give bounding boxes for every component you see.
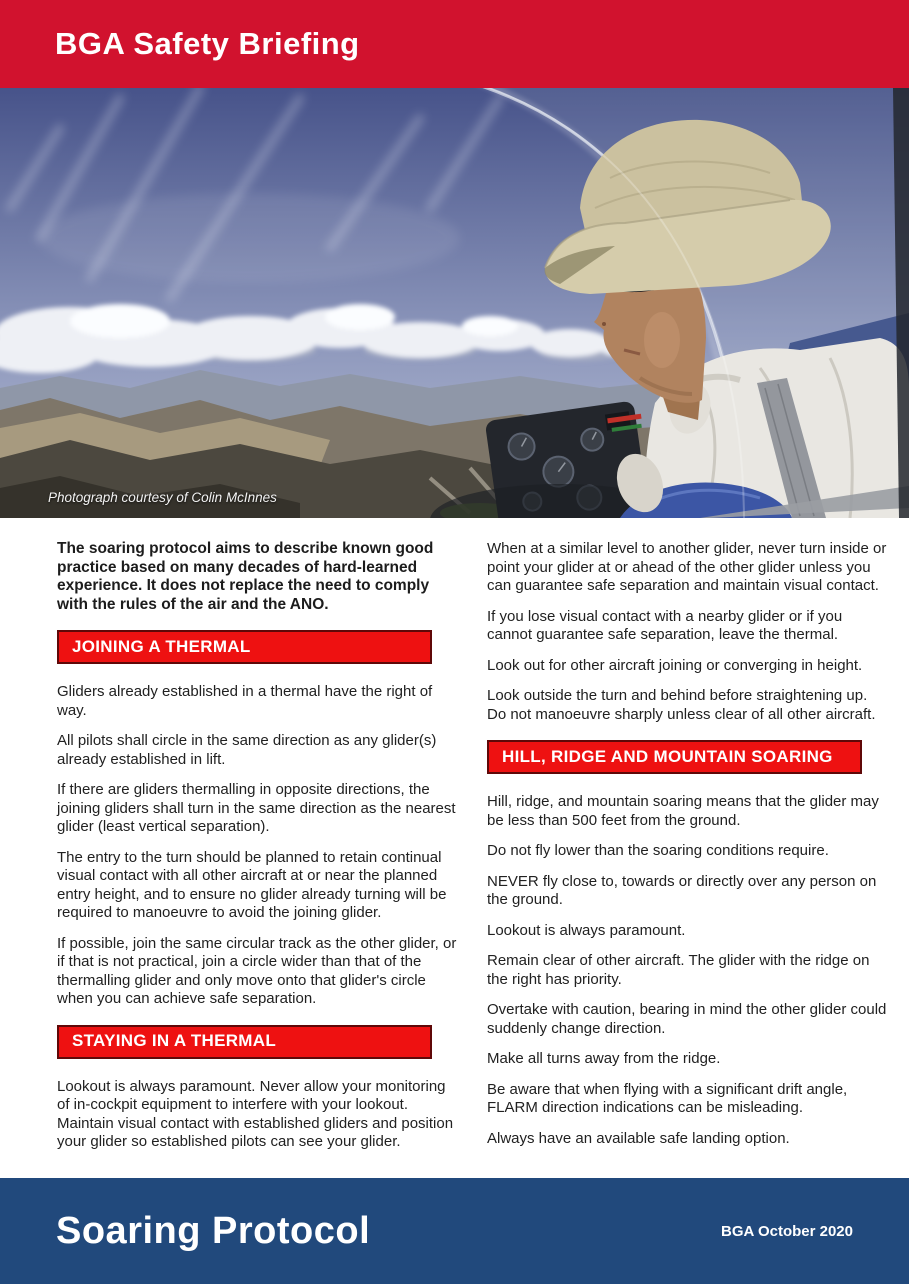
photo-caption: Photograph courtesy of Colin McInnes bbox=[48, 490, 277, 505]
footer-banner bbox=[0, 1178, 909, 1284]
left-column bbox=[57, 518, 457, 1164]
paragraph: Make all turns away from the ridge. bbox=[487, 1050, 721, 1067]
paragraph: Overtake with caution, bearing in mind the other glider could suddenly change direction. bbox=[487, 1001, 887, 1037]
section-heading-label: STAYING IN A THERMAL bbox=[72, 1031, 277, 1051]
cockpit-photo-illustration bbox=[0, 88, 909, 518]
paragraph: Always have an available safe landing option. bbox=[487, 1129, 790, 1147]
paragraph: Look outside the turn and behind before straightening up. Do not manoeuvre sharply unless clear of all other aircraft. bbox=[487, 687, 876, 723]
paragraph: Do not fly lower than the soaring conditions require. bbox=[487, 842, 829, 859]
section-heading-label: JOINING A THERMAL bbox=[72, 636, 251, 656]
content-area bbox=[0, 518, 909, 1178]
paragraph: Gliders already established in a thermal have the right of way. bbox=[57, 683, 433, 719]
right-column bbox=[487, 518, 889, 1160]
cockpit-photo bbox=[0, 88, 909, 518]
paragraph: Lookout is always paramount. bbox=[487, 921, 686, 939]
footer-date: BGA October 2020 bbox=[721, 1222, 853, 1240]
paragraph: Be aware that when flying with a significant drift angle, FLARM direction indications can be misleading. bbox=[487, 1080, 848, 1116]
paragraph: Look out for other aircraft joining or converging in height. bbox=[487, 656, 863, 674]
paragraph: Hill, ridge, and mountain soaring means that the glider may be less than 500 feet from the ground. bbox=[487, 793, 879, 829]
page-title: BGA Safety Briefing bbox=[55, 26, 360, 61]
paragraph: If possible, join the same circular track as the other glider, or if that is not practical, join a circle wider than that of the thermalling glider and only move onto that glider's circle when you can achieve safe separation. bbox=[57, 934, 457, 1007]
footer-title: Soaring Protocol bbox=[56, 1209, 371, 1252]
section-heading-hill-ridge-mountain bbox=[487, 740, 862, 774]
section-heading-joining-a-thermal bbox=[57, 630, 432, 664]
intro-paragraph: The soaring protocol aims to describe known good practice based on many decades of hard-learned experience. It does not replace the need to comply with the rules of the air and the ANO. bbox=[57, 540, 434, 613]
paragraph: NEVER fly close to, towards or directly over any person on the ground. bbox=[487, 872, 877, 908]
paragraph: Lookout is always paramount. Never allow your monitoring of in-cockpit equipment to interfere with your lookout. Maintain visual contact with established gliders and position your glider so established pilots can see your glider. bbox=[57, 1077, 454, 1150]
header-banner bbox=[0, 0, 909, 88]
section-heading-staying-in-a-thermal bbox=[57, 1025, 432, 1059]
paragraph: All pilots shall circle in the same direction as any glider(s) already established in lift. bbox=[57, 732, 437, 768]
paragraph: Remain clear of other aircraft. The glider with the ridge on the right has priority. bbox=[487, 952, 870, 988]
paragraph: When at a similar level to another glider, never turn inside or point your glider at or ahead of the other glider unless you can guarantee safe separation and maintain visual contact. bbox=[487, 540, 887, 594]
paragraph: If you lose visual contact with a nearby glider or if you cannot guarantee safe separation, leave the thermal. bbox=[487, 607, 843, 643]
paragraph: If there are gliders thermalling in opposite directions, the joining gliders shall turn in the same direction as the nearest glider (least vertical separation). bbox=[57, 781, 456, 835]
paragraph: The entry to the turn should be planned to retain continual visual contact with all other aircraft at or near the planned entry height, and to ensure no glider already turning will be required to manoeuvre to avoid the joining glider. bbox=[57, 848, 447, 921]
section-heading-label: HILL, RIDGE AND MOUNTAIN SOARING bbox=[502, 746, 833, 766]
